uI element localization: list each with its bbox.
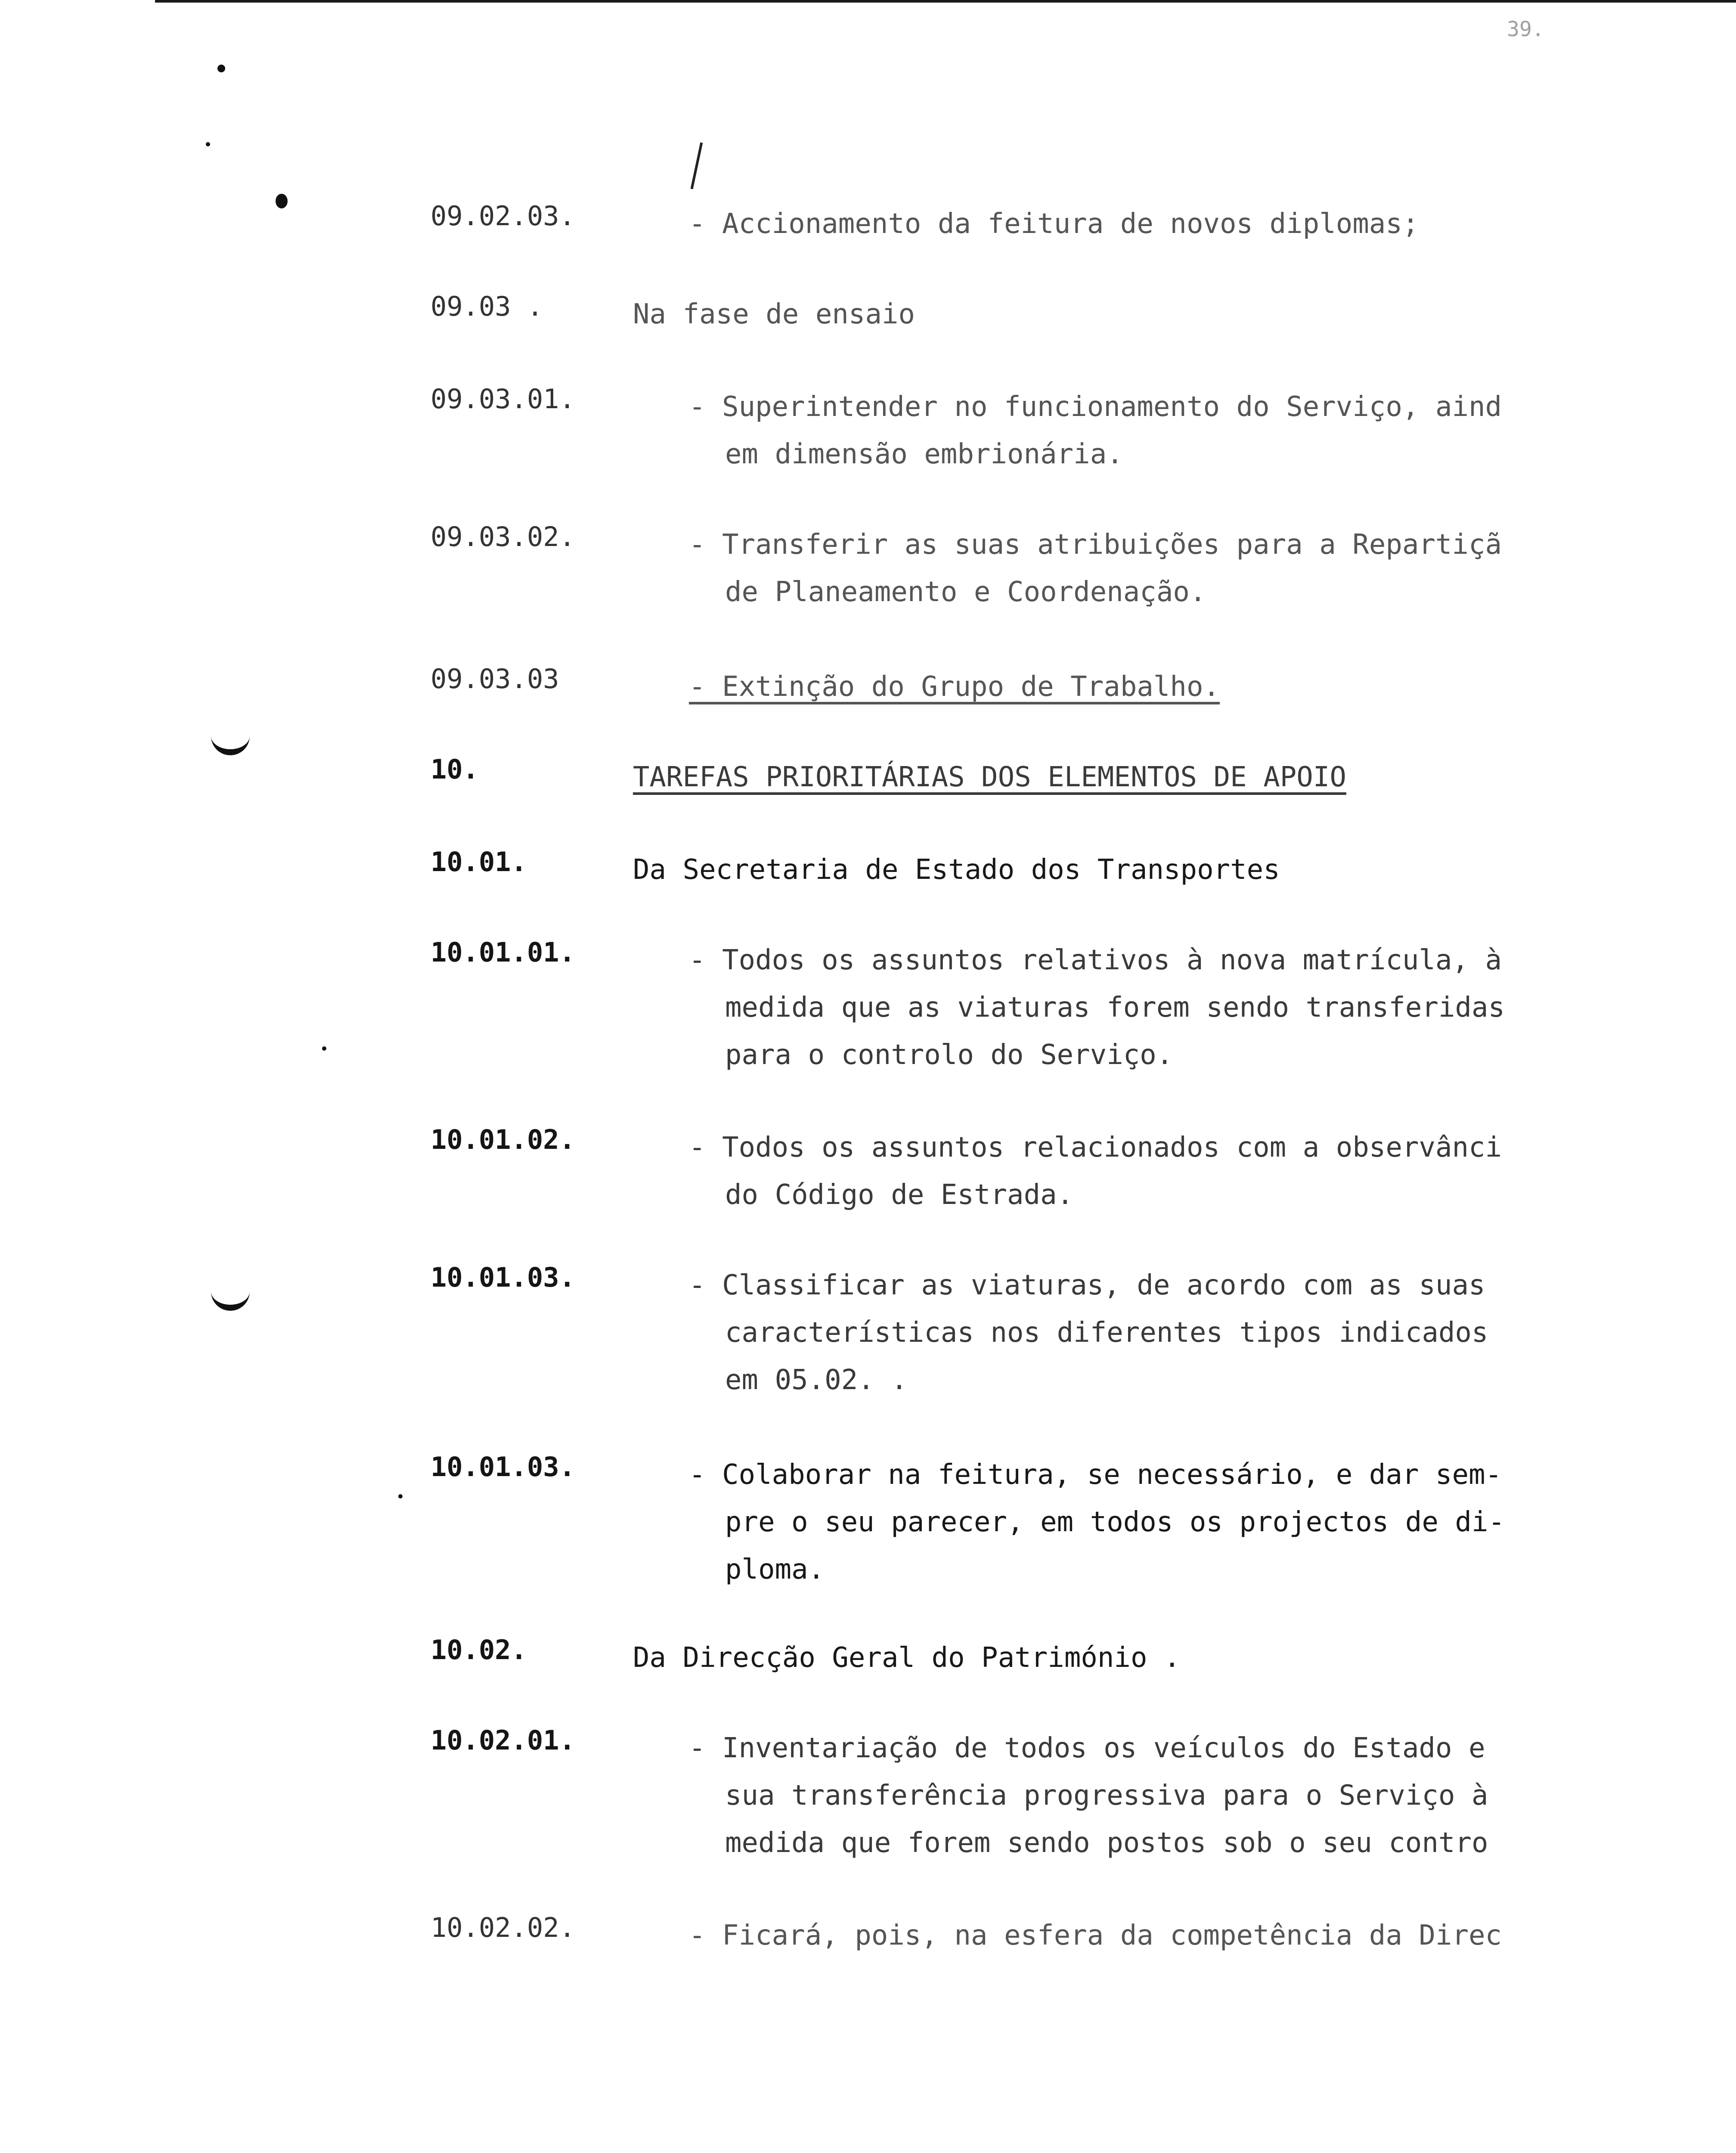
entry-line: ploma. bbox=[725, 1554, 825, 1585]
entry-line: de Planeamento e Coordenação. bbox=[725, 576, 1206, 608]
entry-text bbox=[689, 1912, 1580, 1959]
punch-hole-mark bbox=[211, 1287, 250, 1311]
entry-text bbox=[689, 200, 1580, 248]
margin-speck bbox=[206, 142, 210, 146]
entry-text bbox=[689, 663, 1580, 710]
entry-line: - Extinção do Grupo de Trabalho. bbox=[689, 671, 1220, 703]
entry-line: do Código de Estrada. bbox=[725, 1179, 1074, 1211]
entry-line: em dimensão embrionária. bbox=[725, 438, 1123, 470]
entry-number: 10.02. bbox=[431, 1634, 527, 1666]
entry-number: 09.03 . bbox=[431, 291, 543, 322]
margin-speck bbox=[398, 1494, 403, 1498]
entry-number: 10.01. bbox=[431, 846, 527, 878]
entry-line: - Inventariação de todos os veículos do Estado e bbox=[689, 1732, 1485, 1764]
entry-line: Da Secretaria de Estado dos Transportes bbox=[633, 854, 1280, 886]
entry-number: 10. bbox=[431, 754, 479, 785]
margin-speck bbox=[322, 1046, 326, 1051]
entry-text bbox=[689, 1725, 1580, 1867]
entry-line: em 05.02. . bbox=[725, 1364, 908, 1396]
entry-line: pre o seu parecer, em todos os projectos de di- bbox=[725, 1506, 1505, 1538]
entry-number: 10.01.03. bbox=[431, 1262, 575, 1293]
entry-text bbox=[689, 383, 1580, 478]
entry-number: 09.02.03. bbox=[431, 200, 575, 232]
entry-text bbox=[689, 937, 1580, 1079]
entry-number: 09.03.02. bbox=[431, 521, 575, 552]
entry-line: - Ficará, pois, na esfera da competência da Direc bbox=[689, 1920, 1502, 1951]
entry-line: - Colaborar na feitura, se necessário, e dar sem- bbox=[689, 1459, 1502, 1491]
entry-line: TAREFAS PRIORITÁRIAS DOS ELEMENTOS DE APOIO bbox=[633, 761, 1346, 793]
page-number: 39. bbox=[1507, 17, 1544, 41]
chapter-heading bbox=[633, 754, 1524, 801]
entry-line: - Todos os assuntos relativos à nova matrícula, à bbox=[689, 944, 1502, 976]
margin-speck bbox=[276, 194, 288, 208]
entry-number: 10.01.02. bbox=[431, 1124, 575, 1155]
entry-line: - Transferir as suas atribuições para a Repartiçã bbox=[689, 529, 1502, 561]
entry-number: 09.03.03 bbox=[431, 663, 559, 695]
entry-line: medida que forem sendo postos sob o seu contro bbox=[725, 1827, 1488, 1859]
entry-line: - Accionamento da feitura de novos diplomas; bbox=[689, 208, 1419, 240]
entry-line: - Classificar as viaturas, de acordo com as suas bbox=[689, 1269, 1485, 1301]
entry-line: sua transferência progressiva para o Serviço à bbox=[725, 1780, 1488, 1812]
entry-line: Da Direcção Geral do Património . bbox=[633, 1642, 1181, 1674]
entry-text bbox=[689, 1451, 1580, 1593]
top-border-line bbox=[155, 0, 1736, 3]
section-heading bbox=[633, 1634, 1524, 1681]
section-heading bbox=[633, 846, 1524, 893]
entry-number: 10.02.01. bbox=[431, 1725, 575, 1756]
entry-text bbox=[689, 521, 1580, 616]
entry-number: 10.01.01. bbox=[431, 937, 575, 968]
entry-line: características nos diferentes tipos indicados bbox=[725, 1317, 1488, 1349]
entry-line: Na fase de ensaio bbox=[633, 298, 915, 330]
entry-line: - Superintender no funcionamento do Serviço, aind bbox=[689, 391, 1502, 423]
entry-number: 10.02.02. bbox=[431, 1912, 575, 1943]
entry-number: 09.03.01. bbox=[431, 383, 575, 415]
punch-hole-mark bbox=[211, 732, 250, 755]
entry-number: 10.01.03. bbox=[431, 1451, 575, 1483]
entry-line: medida que as viaturas forem sendo transferidas bbox=[725, 992, 1505, 1024]
entry-text bbox=[689, 1262, 1580, 1404]
pen-stroke-mark bbox=[691, 143, 703, 189]
entry-line: para o controlo do Serviço. bbox=[725, 1039, 1173, 1071]
entry-line: - Todos os assuntos relacionados com a observânci bbox=[689, 1132, 1502, 1163]
section-heading bbox=[633, 291, 1524, 338]
margin-speck bbox=[217, 65, 225, 72]
entry-text bbox=[689, 1124, 1580, 1219]
